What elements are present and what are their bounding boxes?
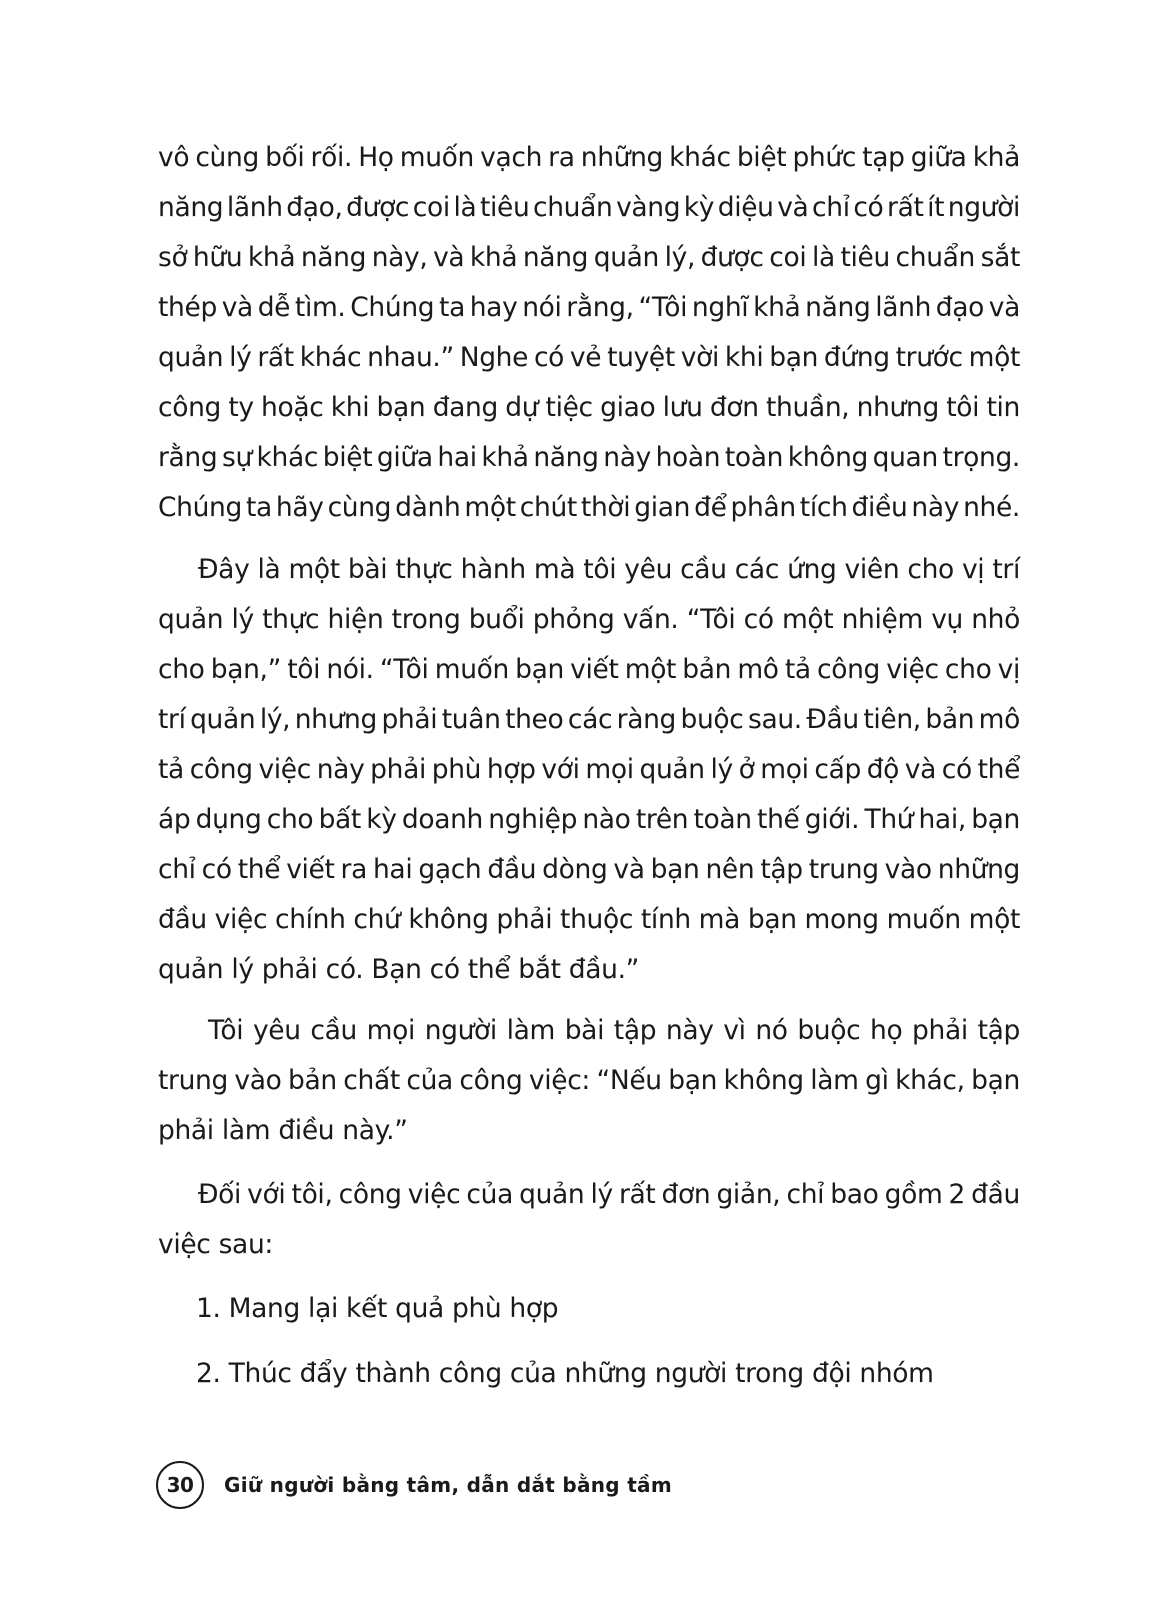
paragraph-2 (158, 545, 1020, 995)
text-line: Đối với tôi, công việc của quản lý rất đơn giản, chỉ bao gồm 2 đầu (198, 1179, 1020, 1210)
text-line: Đây là một bài thực hành mà tôi yêu cầu các ứng viên cho vị trí (198, 554, 1020, 585)
list-item: 1. Mang lại kết quả phù hợp (196, 1293, 559, 1324)
text-line: Tôi yêu cầu mọi người làm bài tập này vì nó buộc họ phải tập (208, 1015, 1020, 1046)
page-number: 30 (156, 1461, 204, 1509)
text-line: rằng sự khác biệt giữa hai khả năng này hoàn toàn không quan trọng. (158, 442, 1020, 473)
text-line: năng lãnh đạo, được coi là tiêu chuẩn vàng kỳ diệu và chỉ có rất ít người (158, 192, 1020, 223)
text-line: thép và dễ tìm. Chúng ta hay nói rằng, “Tôi nghĩ khả năng lãnh đạo và (158, 292, 1021, 323)
text-line: phải làm điều này.” (158, 1115, 408, 1146)
text-line: trí quản lý, nhưng phải tuân theo các ràng buộc sau. Đầu tiên, bản mô (158, 704, 1020, 735)
text-line: vô cùng bối rối. Họ muốn vạch ra những khác biệt phức tạp giữa khả (158, 142, 1021, 173)
text-line: quản lý phải có. Bạn có thể bắt đầu.” (158, 954, 640, 985)
paragraph-4 (158, 1170, 1020, 1270)
text-line: quản lý rất khác nhau.” Nghe có vẻ tuyệt vời khi bạn đứng trước một (158, 342, 1020, 373)
book-title: Giữ người bằng tâm, dẫn dắt bằng tầm (224, 1473, 672, 1497)
text-line: sở hữu khả năng này, và khả năng quản lý, được coi là tiêu chuẩn sắt (158, 242, 1020, 273)
page-footer (156, 1460, 672, 1510)
text-line: Chúng ta hãy cùng dành một chút thời gian để phân tích điều này nhé. (158, 492, 1021, 523)
text-line: công ty hoặc khi bạn đang dự tiệc giao lưu đơn thuần, nhưng tôi tin (158, 392, 1020, 423)
text-line: tả công việc này phải phù hợp với mọi quản lý ở mọi cấp độ và có thể (158, 754, 1021, 785)
text-line: áp dụng cho bất kỳ doanh nghiệp nào trên toàn thế giới. Thứ hai, bạn (158, 804, 1021, 835)
text-line: cho bạn,” tôi nói. “Tôi muốn bạn viết một bản mô tả công việc cho vị (158, 654, 1020, 685)
text-line: trung vào bản chất của công việc: “Nếu bạn không làm gì khác, bạn (158, 1065, 1020, 1096)
text-line: việc sau: (158, 1229, 273, 1260)
text-line: đầu việc chính chứ không phải thuộc tính mà bạn mong muốn một (158, 904, 1020, 935)
paragraph-1 (158, 133, 1020, 533)
text-line: quản lý thực hiện trong buổi phỏng vấn. “Tôi có một nhiệm vụ nhỏ (158, 604, 1020, 635)
text-line: chỉ có thể viết ra hai gạch đầu dòng và bạn nên tập trung vào những (158, 854, 1021, 885)
list-item: 2. Thúc đẩy thành công của những người trong đội nhóm (196, 1358, 934, 1389)
paragraph-3 (158, 1006, 1020, 1156)
